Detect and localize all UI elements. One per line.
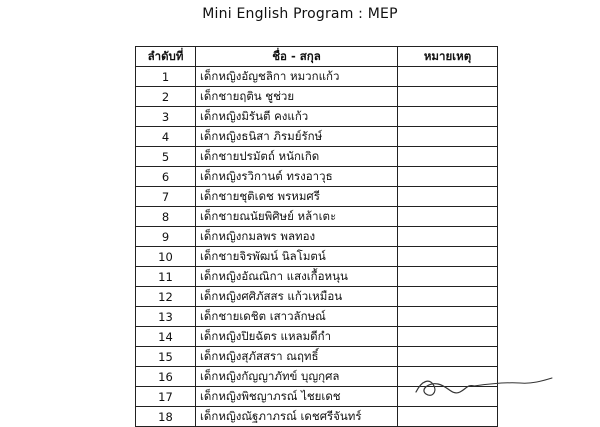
- table-row: [136, 127, 498, 147]
- table-row: [136, 187, 498, 207]
- note-cell: [398, 147, 498, 167]
- student-name-cell: เด็กหญิงกัญญาภัทข์ บุญกุศล: [196, 367, 398, 387]
- note-cell: [398, 327, 498, 347]
- student-roster-table: [135, 46, 498, 427]
- table-row: [136, 347, 498, 367]
- table-row: [136, 167, 498, 187]
- table-row: [136, 287, 498, 307]
- document-title: Mini English Program : MEP: [202, 6, 398, 22]
- student-name-cell: เด็กหญิงรวิกานต์ ทรงอาวุธ: [196, 167, 398, 187]
- student-name-cell: เด็กหญิงมิรันตี คงแก้ว: [196, 107, 398, 127]
- header-number: ลำดับที่: [136, 47, 196, 67]
- note-cell: [398, 187, 498, 207]
- student-name-cell: เด็กหญิงธนิสา ภิรมย์รักษ์: [196, 127, 398, 147]
- note-cell: [398, 207, 498, 227]
- note-cell: [398, 407, 498, 427]
- note-cell: [398, 287, 498, 307]
- note-cell: [398, 307, 498, 327]
- student-name-cell: เด็กหญิงอัญชลิกา หมวกแก้ว: [196, 67, 398, 87]
- note-cell: [398, 87, 498, 107]
- table-row: [136, 67, 498, 87]
- row-number-cell: 1: [136, 67, 196, 87]
- note-cell: [398, 227, 498, 247]
- table-row: [136, 147, 498, 167]
- student-name-cell: เด็กหญิงสุภัสสรา ณฤทธิ์: [196, 347, 398, 367]
- student-name-cell: เด็กหญิงพิชญาภรณ์ ไชยเดช: [196, 387, 398, 407]
- row-number-cell: 16: [136, 367, 196, 387]
- table-row: [136, 107, 498, 127]
- row-number-cell: 6: [136, 167, 196, 187]
- student-name-cell: เด็กหญิงกมลพร พลทอง: [196, 227, 398, 247]
- student-name-cell: เด็กชายณนัยพิศิษย์ หล้าเตะ: [196, 207, 398, 227]
- row-number-cell: 12: [136, 287, 196, 307]
- row-number-cell: 8: [136, 207, 196, 227]
- student-name-cell: เด็กหญิงปิยฉัตร แหลมดีกำ: [196, 327, 398, 347]
- table-row: [136, 307, 498, 327]
- student-name-cell: เด็กชายฤติน ชูช่วย: [196, 87, 398, 107]
- student-name-cell: เด็กชายจิรพัฒน์ นิลโมตน์: [196, 247, 398, 267]
- row-number-cell: 18: [136, 407, 196, 427]
- row-number-cell: 3: [136, 107, 196, 127]
- table-row: [136, 407, 498, 427]
- row-number-cell: 7: [136, 187, 196, 207]
- table-row: [136, 327, 498, 347]
- note-cell: [398, 167, 498, 187]
- student-name-cell: เด็กหญิงอัณณิกา แสงเกื้อหนุน: [196, 267, 398, 287]
- table-row: [136, 227, 498, 247]
- student-name-cell: เด็กหญิงณัฐภาภรณ์ เดชศรีจันทร์: [196, 407, 398, 427]
- row-number-cell: 14: [136, 327, 196, 347]
- row-number-cell: 9: [136, 227, 196, 247]
- signature-mark: [408, 372, 558, 400]
- row-number-cell: 15: [136, 347, 196, 367]
- student-name-cell: เด็กชายชุติเดช พรหมศรี: [196, 187, 398, 207]
- note-cell: [398, 127, 498, 147]
- row-number-cell: 5: [136, 147, 196, 167]
- row-number-cell: 11: [136, 267, 196, 287]
- table-row: [136, 207, 498, 227]
- row-number-cell: 10: [136, 247, 196, 267]
- header-note: หมายเหตุ: [398, 47, 498, 67]
- row-number-cell: 17: [136, 387, 196, 407]
- row-number-cell: 2: [136, 87, 196, 107]
- header-name: ชื่อ - สกุล: [196, 47, 398, 67]
- note-cell: [398, 67, 498, 87]
- note-cell: [398, 247, 498, 267]
- table-header-row: [136, 47, 498, 67]
- student-name-cell: เด็กหญิงศศิภัสสร แก้วเหมือน: [196, 287, 398, 307]
- note-cell: [398, 267, 498, 287]
- row-number-cell: 13: [136, 307, 196, 327]
- note-cell: [398, 347, 498, 367]
- table-row: [136, 247, 498, 267]
- row-number-cell: 4: [136, 127, 196, 147]
- table-row: [136, 87, 498, 107]
- student-name-cell: เด็กชายเดชิต เสาวลักษณ์: [196, 307, 398, 327]
- note-cell: [398, 107, 498, 127]
- table-row: [136, 267, 498, 287]
- student-name-cell: เด็กชายปรมัตถ์ หนักเกิด: [196, 147, 398, 167]
